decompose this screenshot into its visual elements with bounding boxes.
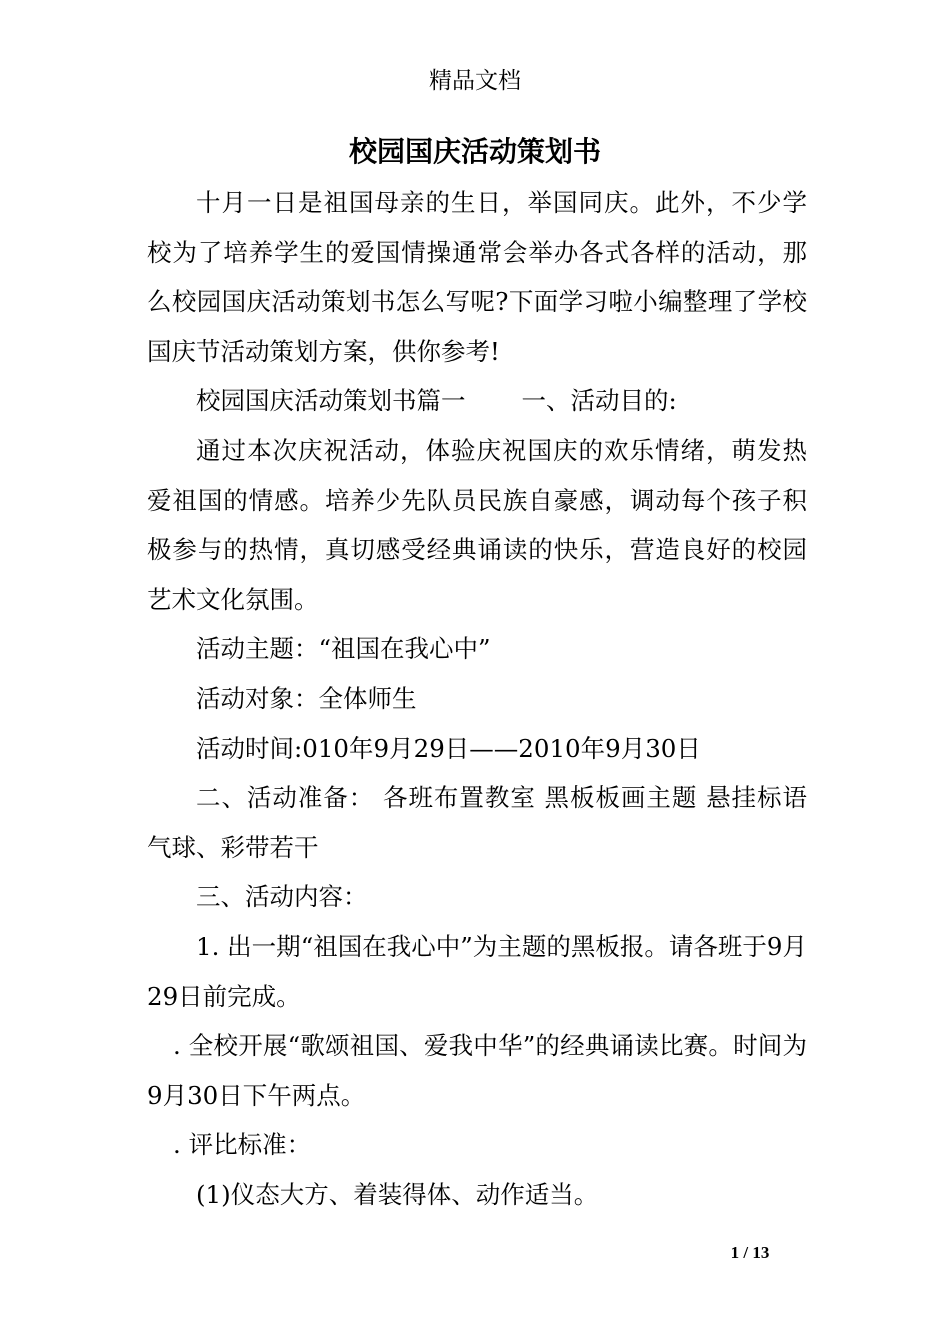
paragraph-intro: 十月一日是祖国母亲的生日，举国同庆。此外，不少学校为了培养学生的爱国情操通常会举办各式各样的活动，那么校园国庆活动策划书怎么写呢?下面学习啦小编整理了学校国庆节活动策划方案，供你参考! [147, 188, 807, 366]
page-header: 精品文档 [429, 68, 521, 94]
document-title: 校园国庆活动策划书 [348, 135, 601, 168]
paragraph-section-heading [147, 376, 807, 426]
paragraph-theme: 活动主题：“祖国在我心中” [196, 634, 491, 664]
paragraph-purpose: 通过本次庆祝活动，体验庆祝国庆的欢乐情绪，萌发热爱祖国的情感。培养少先队员民族自豪感，调动每个孩子积极参与的热情，真切感受经典诵读的快乐，营造良好的校园艺术文化氛围。 [147, 435, 807, 614]
paragraph-content-heading: 三、活动内容： [196, 882, 368, 912]
paragraph-preparation: 二、活动准备： 各班布置教室 黑板板画主题 悬挂标语气球、彩带若干 [147, 783, 807, 862]
paragraph-item-3: . 评比标准： [173, 1130, 312, 1160]
page-number: 1 / 13 [730, 1243, 770, 1262]
section-title: 校园国庆活动策划书篇一 [196, 386, 466, 416]
paragraph-criteria-1: (1)仪态大方、着装得体、动作适当。 [196, 1179, 599, 1209]
paragraph-item-2: . 全校开展“歌颂祖国、爱我中华”的经典诵读比赛。时间为9月30日下午两点。 [147, 1031, 807, 1110]
section-purpose-heading: 一、活动目的: [521, 386, 677, 416]
paragraph-item-1: 1. 出一期“祖国在我心中”为主题的黑板报。请各班于9月29日前完成。 [147, 931, 807, 1011]
paragraph-time: 活动时间:010年9月29日——2010年9月30日 [196, 733, 701, 763]
paragraph-audience: 活动对象：全体师生 [196, 683, 417, 713]
document-body [147, 178, 807, 1219]
